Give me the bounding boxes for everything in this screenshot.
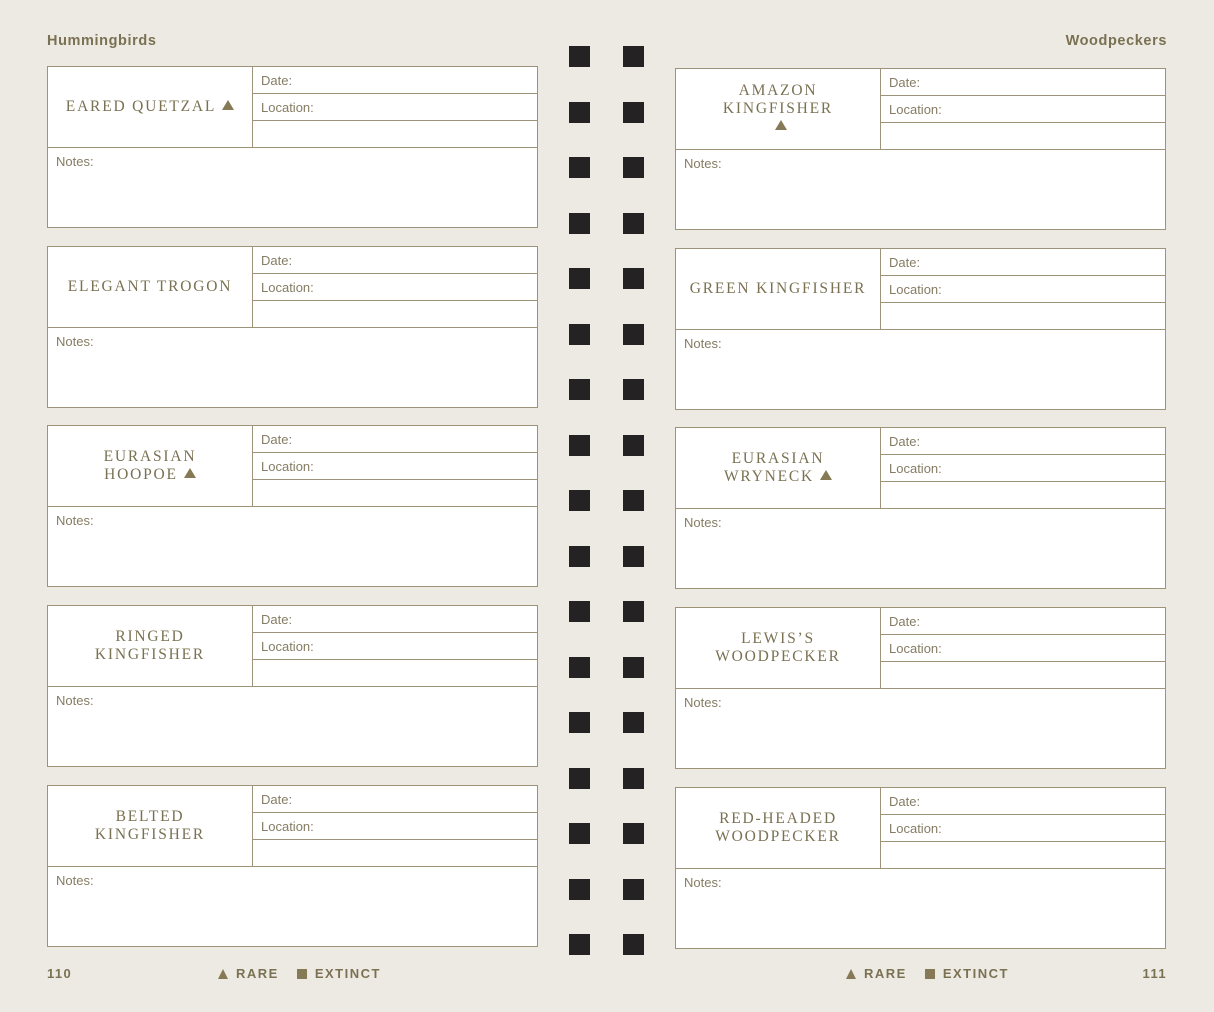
binding-hole bbox=[623, 823, 644, 844]
legend-extinct-label: EXTINCT bbox=[314, 966, 381, 981]
species-name: AMAZON KINGFISHER bbox=[716, 82, 840, 136]
binding-hole bbox=[623, 46, 644, 67]
square-icon bbox=[925, 969, 935, 979]
species-name: ELEGANT TROGON bbox=[67, 277, 233, 295]
legend-rare-label: RARE bbox=[236, 966, 279, 981]
binding-hole bbox=[569, 768, 590, 789]
date-field[interactable]: Date: bbox=[253, 67, 537, 94]
blank-field[interactable] bbox=[881, 123, 1165, 150]
species-name: GREEN KINGFISHER bbox=[689, 279, 867, 297]
square-icon bbox=[297, 969, 307, 979]
card-header bbox=[48, 67, 537, 148]
binding-hole bbox=[569, 379, 590, 400]
card-header bbox=[676, 788, 1165, 869]
binding-hole bbox=[569, 157, 590, 178]
blank-field[interactable] bbox=[253, 480, 537, 507]
card-header bbox=[676, 69, 1165, 150]
card-header bbox=[676, 428, 1165, 509]
binding-hole bbox=[623, 546, 644, 567]
binding-hole bbox=[569, 712, 590, 733]
bird-card bbox=[675, 427, 1166, 589]
location-field[interactable]: Location: bbox=[253, 633, 537, 660]
species-name: EARED QUETZAL bbox=[66, 98, 234, 116]
location-field[interactable]: Location: bbox=[253, 813, 537, 840]
species-name: RED-HEADED WOODPECKER bbox=[715, 809, 841, 845]
binding-hole bbox=[623, 435, 644, 456]
notes-field[interactable]: Notes: bbox=[56, 872, 94, 888]
binding-hole bbox=[569, 46, 590, 67]
triangle-icon bbox=[846, 969, 856, 979]
species-name: BELTED KINGFISHER bbox=[94, 807, 206, 843]
rare-triangle-icon bbox=[775, 120, 787, 130]
card-header bbox=[48, 426, 537, 507]
binding-hole bbox=[569, 213, 590, 234]
page-number-left: 110 bbox=[47, 966, 73, 981]
species-cell bbox=[48, 67, 253, 147]
binding-hole bbox=[623, 490, 644, 511]
binding-hole bbox=[569, 490, 590, 511]
bird-card bbox=[675, 68, 1166, 230]
blank-field[interactable] bbox=[881, 482, 1165, 509]
bird-card bbox=[675, 607, 1166, 769]
card-header bbox=[48, 247, 537, 328]
notes-field[interactable]: Notes: bbox=[684, 335, 722, 351]
binding-hole bbox=[623, 657, 644, 678]
date-field[interactable]: Date: bbox=[881, 69, 1165, 96]
date-field[interactable]: Date: bbox=[881, 249, 1165, 276]
blank-field[interactable] bbox=[253, 301, 537, 328]
page-number-right: 111 bbox=[1142, 966, 1167, 981]
bird-card bbox=[47, 66, 538, 228]
binding-hole bbox=[569, 879, 590, 900]
location-field[interactable]: Location: bbox=[881, 455, 1165, 482]
rare-triangle-icon bbox=[184, 468, 196, 478]
species-name: LEWIS’S WOODPECKER bbox=[715, 630, 841, 665]
location-field[interactable]: Location: bbox=[881, 96, 1165, 123]
blank-field[interactable] bbox=[253, 660, 537, 687]
location-field[interactable]: Location: bbox=[881, 635, 1165, 662]
species-cell bbox=[676, 69, 881, 149]
species-cell bbox=[48, 247, 253, 327]
binding-hole bbox=[623, 712, 644, 733]
triangle-icon bbox=[218, 969, 228, 979]
date-field[interactable]: Date: bbox=[881, 428, 1165, 455]
date-field[interactable]: Date: bbox=[253, 786, 537, 813]
left-section-title: Hummingbirds bbox=[47, 33, 157, 49]
date-field[interactable]: Date: bbox=[253, 606, 537, 633]
binding-hole bbox=[623, 157, 644, 178]
binding-hole bbox=[569, 601, 590, 622]
date-field[interactable]: Date: bbox=[253, 247, 537, 274]
date-field[interactable]: Date: bbox=[253, 426, 537, 453]
binding-hole bbox=[569, 657, 590, 678]
legend-extinct-label: EXTINCT bbox=[942, 966, 1009, 981]
right-section-title: Woodpeckers bbox=[1065, 33, 1167, 49]
binding-hole bbox=[569, 823, 590, 844]
species-cell bbox=[676, 428, 881, 508]
species-name: EURASIAN WRYNECK bbox=[721, 450, 835, 486]
binding-hole bbox=[623, 324, 644, 345]
binding-hole bbox=[623, 268, 644, 289]
rare-triangle-icon bbox=[820, 470, 832, 480]
legend-left bbox=[218, 966, 381, 981]
card-header bbox=[676, 249, 1165, 330]
legend-rare-label: RARE bbox=[864, 966, 907, 981]
binding-hole bbox=[623, 934, 644, 955]
blank-field[interactable] bbox=[253, 840, 537, 867]
card-header bbox=[48, 786, 537, 867]
binding-hole bbox=[623, 879, 644, 900]
species-cell bbox=[676, 788, 881, 868]
species-name: RINGED KINGFISHER bbox=[94, 628, 206, 663]
bird-card bbox=[47, 785, 538, 947]
location-field[interactable]: Location: bbox=[253, 453, 537, 480]
binding-hole bbox=[623, 768, 644, 789]
species-cell bbox=[676, 249, 881, 329]
binding-hole bbox=[569, 546, 590, 567]
binding-hole bbox=[623, 379, 644, 400]
date-field[interactable]: Date: bbox=[881, 608, 1165, 635]
blank-field[interactable] bbox=[881, 662, 1165, 689]
binding-hole bbox=[623, 601, 644, 622]
notes-field[interactable]: Notes: bbox=[684, 695, 722, 710]
location-field[interactable]: Location: bbox=[253, 274, 537, 301]
notes-field[interactable]: Notes: bbox=[684, 874, 722, 890]
binding-hole bbox=[623, 102, 644, 123]
rare-triangle-icon bbox=[222, 100, 234, 110]
bird-card bbox=[47, 425, 538, 587]
binding-hole bbox=[569, 268, 590, 289]
species-cell bbox=[48, 426, 253, 506]
binding-hole bbox=[569, 934, 590, 955]
binding-hole bbox=[569, 102, 590, 123]
species-cell bbox=[48, 786, 253, 866]
blank-field[interactable] bbox=[881, 303, 1165, 330]
blank-field[interactable] bbox=[881, 842, 1165, 869]
card-header bbox=[48, 606, 537, 687]
species-cell bbox=[676, 608, 881, 688]
notes-field[interactable]: Notes: bbox=[56, 513, 94, 528]
species-cell bbox=[48, 606, 253, 686]
notes-field[interactable]: Notes: bbox=[684, 515, 722, 530]
binding-hole bbox=[623, 213, 644, 234]
legend-right bbox=[846, 966, 1009, 981]
bird-card bbox=[675, 248, 1166, 410]
card-header bbox=[676, 608, 1165, 689]
location-field[interactable]: Location: bbox=[881, 815, 1165, 842]
notes-field[interactable]: Notes: bbox=[684, 156, 722, 171]
binding-hole bbox=[569, 324, 590, 345]
date-field[interactable]: Date: bbox=[881, 788, 1165, 815]
location-field[interactable]: Location: bbox=[253, 94, 537, 121]
location-field[interactable]: Location: bbox=[881, 276, 1165, 303]
notes-field[interactable]: Notes: bbox=[56, 333, 94, 349]
bird-card bbox=[47, 246, 538, 408]
bird-card bbox=[675, 787, 1166, 949]
binding-hole bbox=[569, 435, 590, 456]
species-name: EURASIAN HOOPOE bbox=[103, 448, 197, 483]
blank-field[interactable] bbox=[253, 121, 537, 148]
notes-field[interactable]: Notes: bbox=[56, 693, 94, 708]
notes-field[interactable]: Notes: bbox=[56, 154, 94, 169]
bird-card bbox=[47, 605, 538, 767]
